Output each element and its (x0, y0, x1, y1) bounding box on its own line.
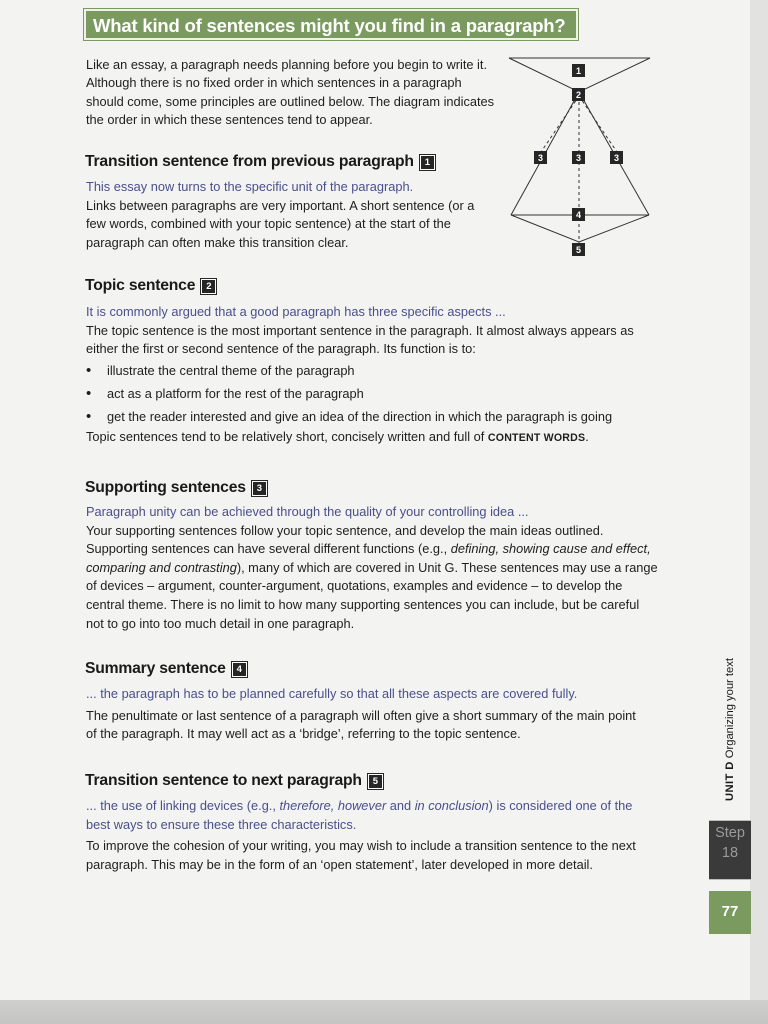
diagram-label-5: 5 (575, 245, 582, 255)
section-quote: This essay now turns to the specific unit of the paragraph. (86, 179, 414, 194)
section-title-transition-previous: Transition sentence from previous paragraph 1 (85, 153, 435, 171)
diagram-label-3a: 3 (537, 153, 544, 163)
page-edge (750, 0, 768, 1000)
section-body-transition-next (86, 797, 654, 874)
diagram-dashed-right (579, 96, 617, 152)
list-item: • illustrate the central theme of the paragraph (86, 359, 656, 382)
unit-side-label: UNIT D Organizing your text (724, 658, 736, 801)
number-badge: 3 (252, 481, 267, 496)
section-text: The topic sentence is the most important sentence in the paragraph. It almost always appears as either the first or second sentence of the paragraph. Its function is to: (86, 322, 634, 357)
section-title-topic: Topic sentence 2 (85, 277, 216, 295)
section-quote: It is commonly argued that a good paragraph has three specific aspects ... (86, 304, 506, 319)
step-number: 18 (721, 845, 739, 861)
section-quote: ... the use of linking devices (e.g., therefore, however and in conclusion) is considered one of the best ways to ensure these three characteristics. (86, 798, 633, 832)
topic-closing: Topic sentences tend to be relatively short, concisely written and full of CONTENT WORDS. (86, 428, 589, 444)
section-body-transition-previous (86, 178, 496, 252)
section-text: Links between paragraphs are very important. A short sentence (or a few words, combined with your topic sentence) at the start of the paragraph can often make this transition clear. (86, 197, 475, 250)
number-badge: 5 (368, 774, 383, 789)
function-list (86, 359, 656, 428)
list-item: • act as a platform for the rest of the paragraph (86, 382, 656, 405)
number-badge: 2 (201, 279, 216, 294)
number-badge: 4 (232, 662, 247, 677)
section-quote: ... the paragraph has to be planned carefully so that all these aspects are covered fully. (86, 686, 578, 701)
key-term: CONTENT WORDS (487, 431, 586, 444)
section-body-summary (86, 685, 646, 744)
list-item: • get the reader interested and give an idea of the direction in which the paragraph is going (86, 405, 656, 428)
section-title-supporting: Supporting sentences 3 (85, 479, 267, 497)
section-quote: Paragraph unity can be achieved through the quality of your controlling idea ... (86, 504, 529, 519)
diagram-label-4: 4 (575, 210, 582, 220)
page-number: 77 (721, 903, 739, 920)
section-text: Your supporting sentences follow your topic sentence, and develop the main ideas outlined. Supporting sentences can have several different functions (e.g., defining, showing cause and effect, comparing and contrasting), many of which are covered in Unit G. These sentences may use a range of devices – argument, counter-argument, quotations, examples and evidence – to develop the central theme. There is no limit to how many supporting sentences you can include, but be careful not to go into too much detail in one paragraph. (86, 522, 658, 631)
section-body-supporting (86, 503, 658, 633)
step-label: Step (715, 825, 745, 841)
diagram-dashed-left (541, 96, 579, 152)
diagram-label-1: 1 (575, 66, 582, 76)
step-tab (709, 820, 751, 880)
section-text: To improve the cohesion of your writing, you may wish to include a transition sentence to the next paragraph. This may be in the form of an ‘open statement’, later developed in more detail. (86, 838, 636, 872)
section-body-topic (86, 303, 656, 447)
page-shadow (0, 1000, 768, 1024)
section-title-transition-next: Transition sentence to next paragraph 5 (85, 772, 383, 790)
diagram-label-3c: 3 (613, 153, 620, 163)
heading-text: What kind of sentences might you find in a paragraph? (93, 15, 566, 36)
page-number-tab (709, 891, 751, 934)
paragraph-structure-diagram (505, 52, 655, 266)
diagram-label-3b: 3 (575, 153, 582, 163)
section-heading (84, 9, 578, 40)
section-text: The penultimate or last sentence of a paragraph will often give a short summary of the main point of the paragraph. It may well act as a ‘bridge’, referring to the topic sentence. (86, 707, 636, 742)
diagram-label-2: 2 (575, 90, 582, 100)
intro-paragraph: Like an essay, a paragraph needs planning before you begin to write it. Although there is no fixed order in which sentences in a paragraph should come, some principles are outlined below. The diagram indicates the order in which these sentences tend to appear. (86, 57, 495, 128)
section-title-summary: Summary sentence 4 (85, 660, 247, 678)
number-badge: 1 (420, 155, 435, 170)
